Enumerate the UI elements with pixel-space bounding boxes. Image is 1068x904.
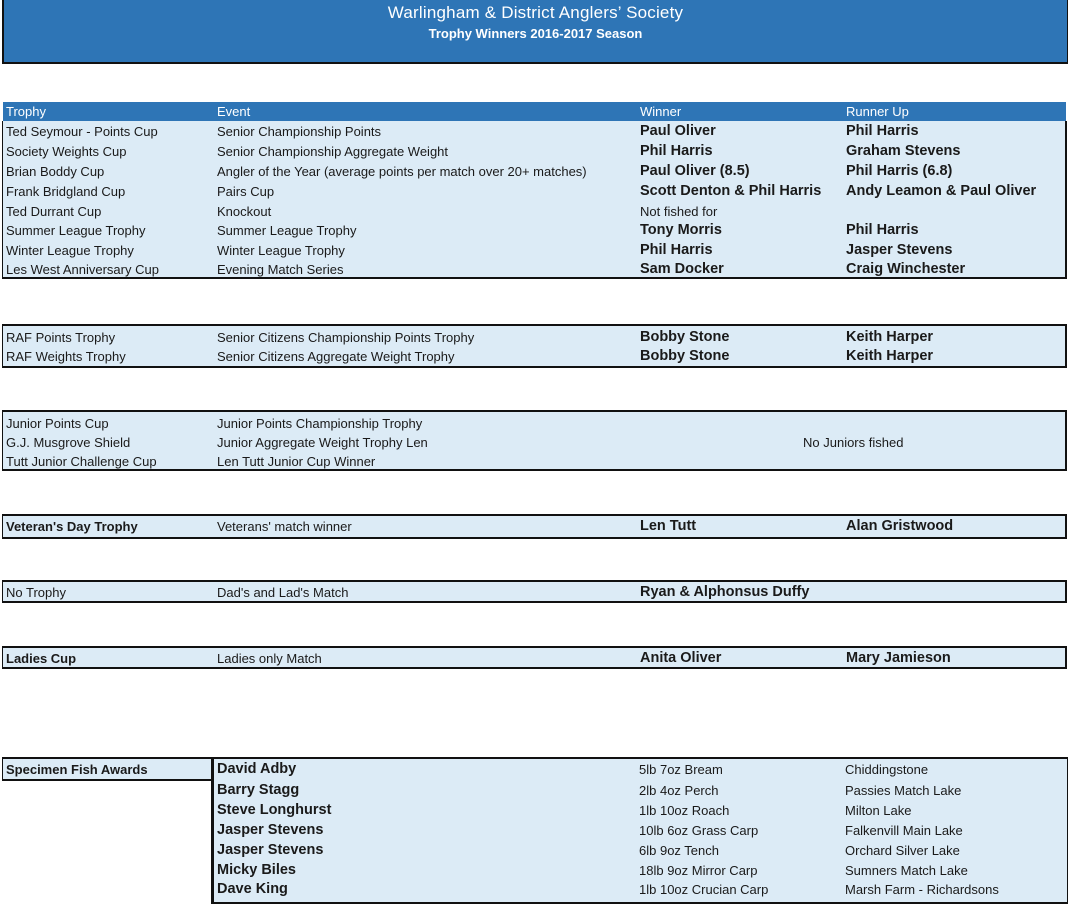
event-cell: Angler of the Year (average points per match over 20+ matches) — [217, 164, 587, 179]
trophy-cell: Veteran's Day Trophy — [6, 519, 138, 534]
senior-citizens-section — [2, 324, 1067, 368]
society-title: Warlingham & District Anglers’ Society — [387, 3, 684, 22]
trophy-cell: Ted Seymour - Points Cup — [6, 124, 158, 139]
table-row — [3, 182, 1065, 202]
trophy-cell: G.J. Musgrove Shield — [6, 435, 131, 450]
table-row — [3, 221, 1065, 241]
runner-up-cell: Phil Harris — [846, 222, 919, 238]
venue-cell: Sumners Match Lake — [845, 863, 968, 878]
table-row — [3, 433, 1065, 453]
list-item — [214, 880, 1064, 900]
angler-cell: Jasper Stevens — [217, 822, 324, 838]
event-cell: Pairs Cup — [217, 184, 275, 199]
event-cell: Ladies only Match — [217, 651, 322, 666]
runner-up-cell: Keith Harper — [846, 348, 934, 364]
table-row — [3, 347, 1065, 367]
winner-cell: Phil Harris — [640, 143, 713, 159]
table-row — [3, 414, 1065, 434]
trophy-cell: Summer League Trophy — [6, 223, 146, 238]
list-item — [214, 781, 1064, 801]
angler-cell: Barry Stagg — [217, 782, 300, 798]
trophy-cell: Frank Bridgland Cup — [6, 184, 126, 199]
junior-section — [2, 410, 1067, 471]
venue-cell: Falkenvill Main Lake — [845, 823, 963, 838]
veteran-section — [2, 514, 1067, 539]
dads-and-lads-section — [2, 580, 1067, 603]
table-row — [3, 241, 1065, 261]
column-header-row — [3, 102, 1066, 121]
winner-cell: Paul Oliver — [640, 123, 716, 139]
junior-note: No Juniors fished — [803, 435, 904, 450]
event-cell: Knockout — [217, 204, 272, 219]
event-cell: Summer League Trophy — [217, 223, 357, 238]
winner-cell: Sam Docker — [640, 261, 724, 277]
table-row — [3, 517, 1065, 537]
winner-cell: Phil Harris — [640, 242, 713, 258]
specimen-label: Specimen Fish Awards — [6, 762, 148, 777]
angler-cell: David Adby — [217, 761, 297, 777]
venue-cell: Milton Lake — [845, 803, 912, 818]
runner-up-cell: Phil Harris (6.8) — [846, 163, 953, 179]
winner-cell: Not fished for — [640, 204, 718, 219]
venue-cell: Passies Match Lake — [845, 783, 962, 798]
list-item — [214, 801, 1064, 821]
fish-cell: 2lb 4oz Perch — [639, 783, 719, 798]
ladies-section — [2, 646, 1067, 669]
winner-cell: Anita Oliver — [640, 650, 722, 666]
document-header — [2, 0, 1068, 64]
event-cell: Junior Points Championship Trophy — [217, 416, 423, 431]
column-header-trophy: Trophy — [6, 104, 46, 119]
venue-cell: Orchard Silver Lake — [845, 843, 960, 858]
trophy-cell: RAF Points Trophy — [6, 330, 116, 345]
table-row — [3, 162, 1065, 182]
event-cell: Dad's and Lad's Match — [217, 585, 349, 600]
runner-up-cell: Alan Gristwood — [846, 518, 954, 534]
runner-up-cell: Graham Stevens — [846, 143, 961, 159]
column-header-runner-up: Runner Up — [846, 104, 909, 119]
event-cell: Veterans' match winner — [217, 519, 352, 534]
trophy-cell: Tutt Junior Challenge Cup — [6, 454, 157, 469]
specimen-section — [211, 757, 1068, 904]
event-cell: Winter League Trophy — [217, 243, 345, 258]
table-row — [3, 142, 1065, 162]
winner-cell: Len Tutt — [640, 518, 697, 534]
season-subtitle: Trophy Winners 2016-2017 Season — [428, 26, 643, 41]
fish-cell: 1lb 10oz Roach — [639, 803, 730, 818]
runner-up-cell: Phil Harris — [846, 123, 919, 139]
specimen-label-cell — [2, 757, 212, 781]
runner-up-cell: Mary Jamieson — [846, 650, 951, 666]
trophy-cell: Society Weights Cup — [6, 144, 127, 159]
table-row — [3, 202, 1065, 222]
trophy-cell: RAF Weights Trophy — [6, 349, 126, 364]
winner-cell: Tony Morris — [640, 222, 722, 238]
column-header-event: Event — [217, 104, 251, 119]
runner-up-cell: Craig Winchester — [846, 261, 966, 277]
fish-cell: 5lb 7oz Bream — [639, 762, 723, 777]
fish-cell: 10lb 6oz Grass Carp — [639, 823, 759, 838]
trophy-cell: Brian Boddy Cup — [6, 164, 105, 179]
event-cell: Senior Citizens Aggregate Weight Trophy — [217, 349, 455, 364]
list-item — [214, 841, 1064, 861]
table-row — [3, 649, 1065, 669]
angler-cell: Micky Biles — [217, 862, 296, 878]
winner-cell: Ryan & Alphonsus Duffy — [640, 584, 810, 600]
event-cell: Len Tutt Junior Cup Winner — [217, 454, 376, 469]
event-cell: Evening Match Series — [217, 262, 344, 277]
table-row — [3, 452, 1065, 472]
trophy-cell: Winter League Trophy — [6, 243, 134, 258]
venue-cell: Chiddingstone — [845, 762, 929, 777]
table-row — [3, 260, 1065, 280]
trophy-cell: Junior Points Cup — [6, 416, 109, 431]
runner-up-cell: Jasper Stevens — [846, 242, 953, 258]
trophy-cell: No Trophy — [6, 585, 66, 600]
event-cell: Junior Aggregate Weight Trophy Len — [217, 435, 428, 450]
event-cell: Senior Championship Aggregate Weight — [217, 144, 449, 159]
trophy-cell: Ted Durrant Cup — [6, 204, 102, 219]
runner-up-cell: Keith Harper — [846, 329, 934, 345]
winner-cell: Paul Oliver (8.5) — [640, 163, 750, 179]
runner-up-cell: Andy Leamon & Paul Oliver — [846, 183, 1037, 199]
venue-cell: Marsh Farm - Richardsons — [845, 882, 999, 897]
event-cell: Senior Championship Points — [217, 124, 382, 139]
list-item — [214, 861, 1064, 881]
table-row — [3, 122, 1065, 142]
angler-cell: Steve Longhurst — [217, 802, 332, 818]
main-trophies-section — [2, 121, 1067, 279]
column-header-winner: Winner — [640, 104, 682, 119]
angler-cell: Dave King — [217, 881, 288, 897]
fish-cell: 1lb 10oz Crucian Carp — [639, 882, 769, 897]
winner-cell: Bobby Stone — [640, 348, 730, 364]
fish-cell: 6lb 9oz Tench — [639, 843, 719, 858]
fish-cell: 18lb 9oz Mirror Carp — [639, 863, 758, 878]
event-cell: Senior Citizens Championship Points Trophy — [217, 330, 475, 345]
table-row — [3, 583, 1065, 603]
winner-cell: Scott Denton & Phil Harris — [640, 183, 822, 199]
angler-cell: Jasper Stevens — [217, 842, 324, 858]
winner-cell: Bobby Stone — [640, 329, 730, 345]
list-item — [214, 760, 1064, 780]
list-item — [214, 821, 1064, 841]
trophy-cell: Ladies Cup — [6, 651, 77, 666]
table-row — [3, 328, 1065, 348]
trophy-cell: Les West Anniversary Cup — [6, 262, 159, 277]
